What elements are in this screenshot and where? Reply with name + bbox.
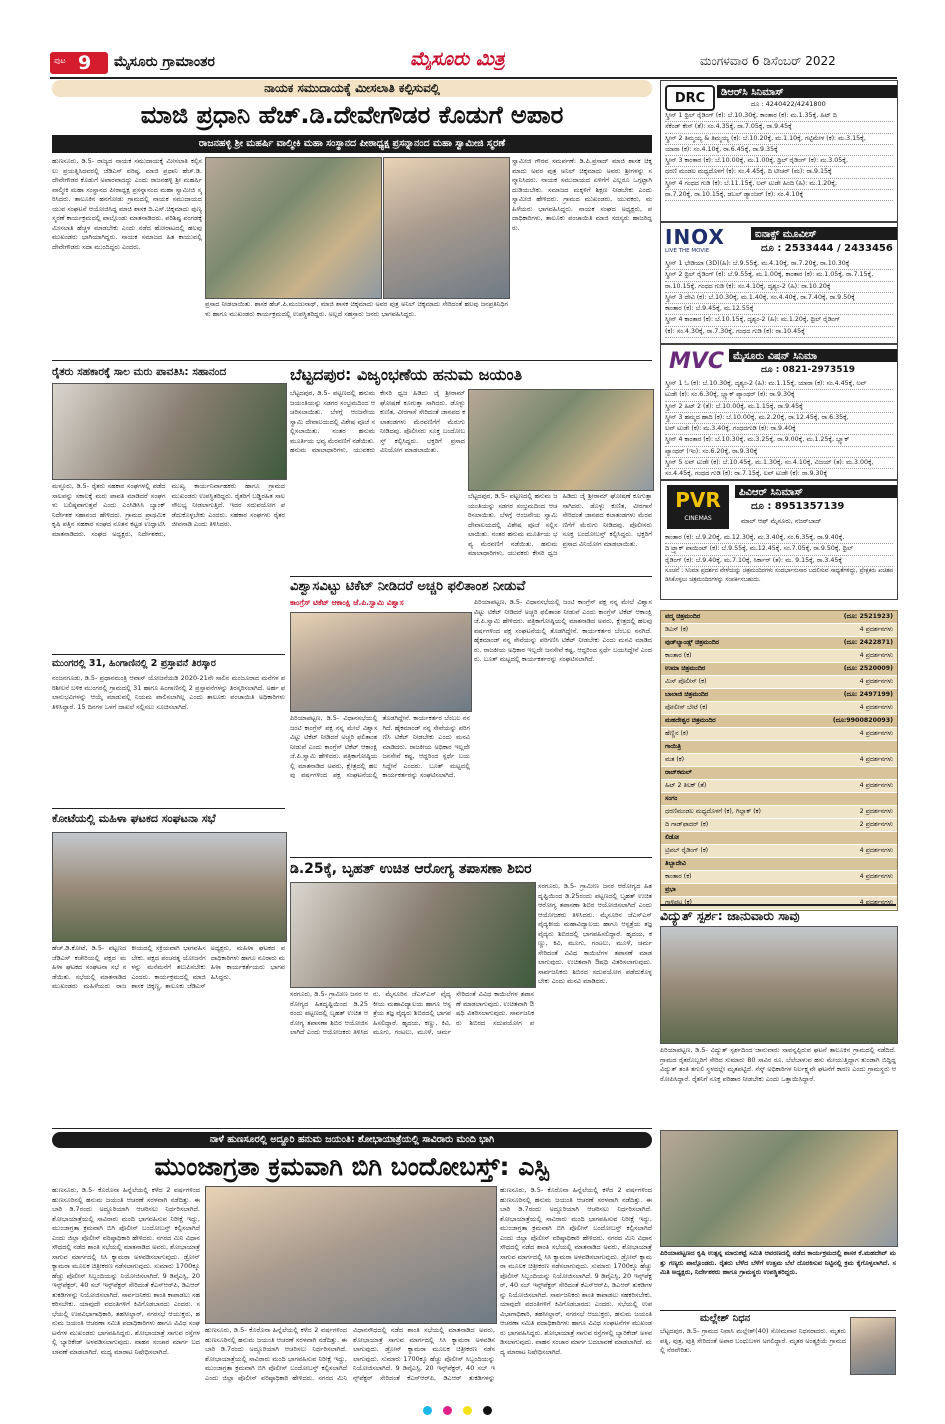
- inox-showtimes: [665, 259, 893, 338]
- showtime-row: ಕಾಂತಾರ (ಕ): ಬೆ.9.45ಕ್ಕೆ, ಮ.12.55ಕ್ಕೆ: [665, 304, 893, 315]
- mahila-headline: ಕೋಟೆಯಲ್ಲಿ ಮಹಿಳಾ ಘಟಕದ ಸಂಘಟನಾ ಸಭೆ: [52, 812, 216, 825]
- movie-title: ಮತ (ಕ): [665, 756, 685, 763]
- inox-logo-text: INOX: [665, 225, 725, 249]
- page-label: ಪುಟ: [54, 56, 66, 65]
- showtime-row: ಲವ್ ಟುಡೇ (ಕ): ಮ.3.40ಕ್ಕೆ, ಗಂಧದಗುಡಿ (ಕ): ರಾ.9.40ಕ್ಕೆ: [665, 424, 893, 435]
- show-count: 4 ಪ್ರದರ್ಶನಗಳು: [859, 782, 893, 789]
- theatre-show-row: [661, 845, 897, 858]
- magenta-dot: [443, 1406, 452, 1415]
- showtime-row: ಸ್ಕ್ರೀನ್ 3 ಹಮ್ಮದ ಹಾದಿ (ಕ): ಬೆ.10.00ಕ್ಕೆ, ಮ.2.20ಕ್ಕೆ, ರಾ.12.45ಕ್ಕೆ, ರಾ.6.35ಕ್ಕೆ,: [665, 413, 893, 424]
- page-header: [0, 0, 945, 88]
- theatre-name: ಬಾಲಾಜಿ ಚಿತ್ರಮಂದಿರ: [665, 691, 709, 698]
- lead-subhead: ರಾಜನಹಳ್ಳಿ ಶ್ರೀ ಮಹರ್ಷಿ ವಾಲ್ಮೀಕಿ ಮಹಾ ಸಂಸ್ಥಾನದ ಪೀಠಾಧ್ಯಕ್ಷ ಪ್ರಸನ್ನಾನಂದ ಮಹಾ ಸ್ವಾಮೀಜಿ ಸ್ಮರಣೆ: [198, 138, 506, 149]
- theatre-name: ತಿಬ್ಬಾದೇವಿ: [665, 860, 686, 867]
- ticket-photo: [290, 612, 472, 712]
- section-divider: [52, 360, 652, 361]
- showtime-row: ಸ್ಕ್ರೀನ್ 5 ಲವ್ ಟುಡೇ (ಕ): ಬೆ.10.45ಕ್ಕೆ, ಮ.1.30ಕ್ಕೆ, ಸಂ.4.10ಕ್ಕೆ, ವಿಜಯ್ (ತ): ಮ.3.00ಕ್ಕೆ,: [665, 458, 893, 469]
- theatre-name-row: [661, 767, 897, 780]
- movie-title: ಡಿಎಸ್ (ಕ): [665, 626, 689, 633]
- registration-marks: [420, 1400, 495, 1419]
- show-count: 4 ಪ್ರದರ್ಶನಗಳು: [859, 626, 893, 633]
- movie-title: ಹಿಟ್ 2 ತಿಲಕ್ (ತೆ): [665, 782, 707, 789]
- showtime-row: ದಿ ಟ್ರ್ಯಾಕ್ ಪಾಯಿಂಟ್ (ಕ): ಬೆ.9.55ಕ್ಕೆ, ಮ.12.45ಕ್ಕೆ, ಸಂ.7.05ಕ್ಕೆ, ರಾ.9.50ಕ್ಕೆ, ಥ್ರಿಲ್: [665, 544, 893, 555]
- movie-title: ಮಿಸ್ ಪೊಲೀಸ್ (ಕ): [665, 678, 707, 685]
- mvc-name: ಮೈಸೂರು ವಿಷನ್ ಸಿನಿಮಾ: [733, 351, 818, 362]
- showtime-row: ರಾ.10.15ಕ್ಕೆ, ಗಂಧದ ಗುಡಿ (ಕ): ಸಂ.4.10ಕ್ಕೆ, ದೃಶ್ಯಂ-2 (ಹಿ): ರಾ.10.20ಕ್ಕೆ: [665, 282, 893, 293]
- theatre-name-row: [661, 637, 897, 650]
- mvc-box: [660, 344, 898, 480]
- health-body: ಸರಗೂರು, ಡಿ.5- ಗ್ರಾಮೀಣ ಜನರ ಆರೋಗ್ಯದ ಹಿತದೃಷ್ಟಿಯಿಂದ ಡಿ.25ರಂದು ಪಟ್ಟಣದಲ್ಲಿ ಬೃಹತ್ ಉಚಿತ ಆರೋಗ್ಯ ತಪಾಸಣಾ ಶಿಬಿರ ಆಯೋಜಿಸಲಾಗಿದೆ ಎಂದು ಆಯೋಜಕರು ತಿಳಿಸಿದರು. ಮೈಸೂರಿನ ಜೆಎಸ್‌ಎಸ್ ವೈದ್ಯಕೀಯ ಮಹಾವಿದ್ಯಾಲಯ ಹಾಗೂ ಆಸ್ಪತ್ರೆಯ ತಜ್ಞ ವೈದ್ಯರು ಶಿಬಿರದಲ್ಲಿ ಭಾಗವಹಿಸಲಿದ್ದಾರೆ. ಹೃದಯ, ಕಣ್ಣು, ಕಿವಿ, ಮೂಗು, ಗಂಟಲು, ಮೂಳೆ, ಚರ್ಮ ಸೇರಿದಂತೆ ವಿವಿಧ ಕಾಯಿಲೆಗಳ ತಪಾಸಣೆ ಮಾಡಲಾಗುವುದು. ಉಚಿತವಾಗಿ ಔಷಧಿ ವಿತರಿಸಲಾಗುವುದು. ಸಾರ್ವಜನಿಕರು ಶಿಬಿರದ ಸದುಪಯೋಗ ಪ: [290, 990, 534, 1036]
- show-count: 4 ಪ್ರದರ್ಶನಗಳು: [859, 730, 893, 737]
- showtime-row: ಸ್ಕ್ರೀನ್ 2 ಹಿಟ್ 2 (ತೆ): ಬೆ.10.00ಕ್ಕೆ, ಮ.1.15ಕ್ಕೆ, ರಾ.9.45ಕ್ಕೆ: [665, 402, 893, 413]
- pvr-logo: [667, 485, 729, 529]
- header-divider: [50, 77, 897, 79]
- mvc-name-bar: [729, 349, 897, 362]
- movie-title: ದಿ ಗಾಡ್‌ಫಾದರ್ (ಕ): [665, 821, 709, 828]
- marketing-photo: [660, 1130, 898, 1247]
- lead-body: ಹುಣಸೂರು, ಡಿ.5- ರಾಜ್ಯದ ನಾಯಕ ಸಮುದಾಯಕ್ಕೆ ಮೀಸಲಾತಿ ಕಲ್ಪಿಸಲು ಪ್ರಯತ್ನಿಸಿದವರಲ್ಲಿ ಜೆಡಿಎಸ್ ವರಿಷ್ಠ, ಮಾಜಿ ಪ್ರಧಾನಿ ಹೆಚ್.ಡಿ.ದೇವೇಗೌಡರ ಕೊಡುಗೆ ಅಪಾರವಾದದ್ದು ಎಂದು ರಾಜನಹಳ್ಳಿ ಶ್ರೀ ಮಹರ್ಷಿ ವಾಲ್ಮೀಕಿ ಮಹಾ ಸಂಸ್ಥಾನದ ಪೀಠಾಧ್ಯಕ್ಷ ಪ್ರಸನ್ನಾನಂದ ಮಹಾ ಸ್ವಾಮೀಜಿ ಸ್ಮರಿಸಿದರು. ತಾಲೂಕಿನ ಹನಗೋಡು ಗ್ರಾಮದಲ್ಲಿ ನಾಯಕ ಸಮುದಾಯದ ಯುವ ಸಂಘಟನೆ ಆಯೋಜಿಸಿದ್ದ ಮಾಜಿ ಶಾಸಕ ದಿ.ಎಸ್.ಚಿಕ್ಕಮಾದು ಪುಣ್ಯಸ್ಮರಣೆ ಕಾರ್ಯಕ್ರಮದಲ್ಲಿ ಪಾಲ್ಗೊಂಡು ಮಾತನಾಡಿದರು. ಪರಿಶಿಷ್ಟ ಪಂಗಡಕ್ಕೆ ಮೀಸಲಾತಿ ಹೆಚ್ಚಳ ಮಾಡಬೇಕು ಎಂದು ನಡೆದ ಹೋರಾಟದಲ್ಲಿ ಹಲವು ಮುಖಂಡರು ಭಾಗಿಯಾಗಿದ್ದರು. ನಾಯಕ ಸಮಾಜದ ಹಿತ ಕಾಯುವಲ್ಲಿ ದೇವೇಗೌಡರು ಸದಾ ಮುಂದಿದ್ದರು ಎಂದರು.: [52, 157, 202, 251]
- theatre-phone: (ದೂ: 2422871): [843, 639, 893, 646]
- showtime-row: ಸ್ಕ್ರೀನ್ 4 ಕಾಂತಾರ (ಕ): ಬೆ.10.15ಕ್ಕೆ, ದೃಶ್ಯಂ-2 (ಹಿ): ಮ.1.20ಕ್ಕೆ, ಥ್ರಿಲ್ ರೈಡಿಂಗ್: [665, 315, 893, 326]
- showtime-row: ಧರಣಿ ಮಂಡಲ ಮಧ್ಯದೊಳಗೆ (ಕ): ಸಂ.4.45ಕ್ಕೆ, ದಿ ಟೀಚರ್ (ಮ): ರಾ.9.15ಕ್ಕೆ: [665, 167, 893, 178]
- show-count: 4 ಪ್ರದರ್ಶನಗಳು: [859, 678, 893, 685]
- bottom-photo: [205, 1186, 497, 1324]
- bottom-kicker: ನಾಳೆ ಹುಣಸೂರಲ್ಲಿ ಅದ್ದೂರಿ ಹನುಮ ಜಯಂತಿ: ಶೋಭಾಯಾತ್ರೆಯಲ್ಲಿ ಸಾವಿರಾರು ಮಂದಿ ಭಾಗಿ: [209, 1134, 495, 1145]
- showtime-row: ಸ್ಕ್ರೀನ್ 3 ದೇವಿ (ಕ): ಬೆ.10.30ಕ್ಕೆ, ಮ.1.40ಕ್ಕೆ, ಸಂ.4.40ಕ್ಕೆ, ರಾ.7.40ಕ್ಕೆ, ರಾ.9.50ಕ್ಕೆ: [665, 293, 893, 304]
- mvc-logo: MVC: [669, 349, 725, 374]
- mahila-divider: [52, 808, 285, 809]
- showtime-row: ಕಾಂತಾರ (ಕ): ಬೆ.9.20ಕ್ಕೆ, ಮ.12.30ಕ್ಕೆ, ಮ.3.40ಕ್ಕೆ, ಸಂ.6.35ಕ್ಕೆ, ರಾ.9.40ಕ್ಕೆ,: [665, 533, 893, 544]
- black-dot: [483, 1406, 492, 1415]
- theatre-name-row: [661, 741, 897, 754]
- pvr-box: [660, 480, 898, 600]
- mungaralli-body: ನಂಜನಗೂಡು, ಡಿ.5- ಪ್ರಧಾನಮಂತ್ರಿ ಆವಾಸ್ ಯೋಜನೆಯಡಿ 2020-21ನೇ ಸಾಲಿನ ಮಂಜೂರಾದ ಮನೆಗಳ ಪರಿಶೀಲನೆ ಬಳಿಕ ಮುಂಗರಲ್ಲಿ ಗ್ರಾಮದಲ್ಲಿ 31 ಹಾಗೂ ಹಿಂಗಾಣಿನಲ್ಲಿ 2 ಪ್ರಸ್ತಾವನೆಗಳನ್ನು ತಿರಸ್ಕರಿಸಲಾಗಿದೆ. ಅರ್ಹ ಫಲಾನುಭವಿಗಳನ್ನು ಆಯ್ಕೆ ಮಾಡುವಲ್ಲಿ ನಿಯಮ ಪಾಲಿಸಲಾಗಿಲ್ಲ ಎಂದು ತಾಲೂಕು ಪಂಚಾಯಿತಿ ಅಧಿಕಾರಿಗಳು ತಿಳಿಸಿದ್ದಾರೆ. 15 ದಿನಗಳ ಒಳಗೆ ದಾಖಲೆ ಸಲ್ಲಿಸಲು ಸೂಚಿಸಲಾಗಿದೆ.: [52, 674, 285, 711]
- obituary-box: [660, 1310, 896, 1387]
- health-body-cont: ಸರಗೂರು, ಡಿ.5- ಗ್ರಾಮೀಣ ಜನರ ಆರೋಗ್ಯದ ಹಿತದೃಷ್ಟಿಯಿಂದ ಡಿ.25ರಂದು ಪಟ್ಟಣದಲ್ಲಿ ಬೃಹತ್ ಉಚಿತ ಆರೋಗ್ಯ ತಪಾಸಣಾ ಶಿಬಿರ ಆಯೋಜಿಸಲಾಗಿದೆ ಎಂದು ಆಯೋಜಕರು ತಿಳಿಸಿದರು. ಮೈಸೂರಿನ ಜೆಎಸ್‌ಎಸ್ ವೈದ್ಯಕೀಯ ಮಹಾವಿದ್ಯಾಲಯ ಹಾಗೂ ಆಸ್ಪತ್ರೆಯ ತಜ್ಞ ವೈದ್ಯರು ಶಿಬಿರದಲ್ಲಿ ಭಾಗವಹಿಸಲಿದ್ದಾರೆ. ಹೃದಯ, ಕಣ್ಣು, ಕಿವಿ, ಮೂಗು, ಗಂಟಲು, ಮೂಳೆ, ಚರ್ಮ ಸೇರಿದಂತೆ ವಿವಿಧ ಕಾಯಿಲೆಗಳ ತಪಾಸಣೆ ಮಾಡಲಾಗುವುದು. ಉಚಿತವಾಗಿ ಔಷಧಿ ವಿತರಿಸಲಾಗುವುದು. ಸಾರ್ವಜನಿಕರು ಶಿಬಿರದ ಸದುಪಯೋಗ ಪಡೆದುಕೊಳ್ಳಬೇಕು ಎಂದು ಮನವಿ ಮಾಡಿದರು.: [538, 882, 652, 985]
- movie-title: ಪೋಲೀಸ್ ಬೇಟೆ (ಕ): [665, 704, 708, 711]
- lead-subhead-bar: [52, 135, 652, 153]
- theatre-phone: (ದೂ: 2521923): [843, 613, 893, 620]
- show-count: 2 ಪ್ರದರ್ಶನಗಳು: [859, 808, 893, 815]
- drc-name: ಡಿಆರ್‌ಸಿ ಸಿನಿಮಾಸ್: [721, 87, 784, 98]
- hanuma-body-cont: ಬೆಟ್ಟದಪುರ, ಡಿ.5- ಪಟ್ಟಣದಲ್ಲಿ ಹನುಮ ಜಯಂತಿಯನ್ನು ಸಡಗರ ಸಂಭ್ರಮದಿಂದ ಆಚರಿಸಲಾಯಿತು. ಬೆಳಗ್ಗೆ ಆಂಜನೇಯ ಸ್ವಾಮಿ ದೇವಾಲಯದಲ್ಲಿ ವಿಶೇಷ ಪೂಜೆ ಸಲ್ಲಿಸಲಾಯಿತು. ನಂತರ ಹನುಮ ಮೂರ್ತಿಯ ಭವ್ಯ ಮೆರವಣಿಗೆ ನಡೆಯಿತು. ಹನುಮ ಮಾಲಾಧಾರಿಗಳು, ಯುವಕರು ಕೇಸರಿ ಧ್ವಜ ಹಿಡಿದು ಜೈ ಶ್ರೀರಾಮ್ ಘೋಷಣೆ ಕೂಗುತ್ತಾ ಸಾಗಿದರು. ಡೊಳ್ಳು ಕುಣಿತ, ವೀರಗಾಸೆ ಸೇರಿದಂತೆ ಜಾನಪದ ಕಲಾತಂಡಗಳು ಮೆರವಣಿಗೆಗೆ ಮೆರುಗು ನೀಡಿದವು. ಪೊಲೀಸರು ಸೂಕ್ತ ಬಂದೋಬಸ್ತ್ ಕಲ್ಪಿಸಿದ್ದರು. ಭಕ್ತರಿಗೆ ಪ್ರಸಾದ ವಿನಿಯೋಗ ಮಾಡಲಾಯಿತು.: [468, 492, 652, 557]
- movie-title: ಹೆಣ್ಣಿನ (ಕ): [665, 730, 689, 737]
- theatre-phone: (ದೂ: 2497199): [843, 691, 893, 698]
- inox-box: [660, 222, 898, 344]
- lead-kicker-bar: [52, 80, 652, 97]
- bottom-kicker-bar: [52, 1132, 652, 1148]
- drc-name-bar: [717, 85, 897, 98]
- health-headline: ಡಿ.25ಕ್ಕೆ, ಬೃಹತ್ ಉಚಿತ ಆರೋಗ್ಯ ತಪಾಸಣಾ ಶಿಬಿರ: [290, 861, 532, 877]
- theatre-name: ಲಿಡೋ: [665, 834, 680, 841]
- lead-photo-2: [383, 157, 510, 299]
- shock-headline: ವಿದ್ಯುತ್ ಸ್ಪರ್ಶ: ಜಾನುವಾರು ಸಾವು: [660, 904, 896, 926]
- show-count: 4 ಪ್ರದರ್ಶನಗಳು: [859, 873, 893, 880]
- lead-headline: ಮಾಜಿ ಪ್ರಧಾನಿ ಹೆಚ್.ಡಿ.ದೇವೇಗೌಡರ ಕೊಡುಗೆ ಅಪಾರ: [140, 101, 564, 129]
- theatre-name: ಗಾಯಿತ್ರಿ: [665, 743, 681, 750]
- showtime-row: ಸ್ಕ್ರೀನ್ 2 ಥ್ರಿಲ್ ರೈಡಿಂಗ್ (ಕ): ಬೆ.9.55ಕ್ಕೆ, ಮ.1.00ಕ್ಕೆ, ಕಾಂತಾರ (ಕ): ಮ.1.05ಕ್ಕೆ, ರಾ.7.15ಕ್ಕೆ,: [665, 270, 893, 281]
- mahila-photo: [52, 832, 287, 942]
- pvr-name-bar: [735, 485, 897, 498]
- showtime-row: ಸ್ಕ್ರೀನ್ 2 ತಿಮ್ಮಯ್ಯ & ತಿಮ್ಮಯ್ಯ (ಕ): ಬೆ.10.20ಕ್ಕೆ, ಮ.1.10ಕ್ಕೆ, ಗಟ್ಟಿಮೇಳ (ಕ): ಮ.3.15ಕ್ಕೆ,: [665, 134, 893, 145]
- mvc-phone: ದೂ : 0821-2973519: [761, 365, 856, 375]
- mungaralli-divider: [52, 654, 285, 655]
- theatre-show-row: [661, 702, 897, 715]
- theatre-show-row: [661, 819, 897, 832]
- theatre-show-row: [661, 676, 897, 689]
- ticket-body-cont: ಪಿರಿಯಾಪಟ್ಟಣ, ಡಿ.5- ವಿಧಾನಸಭೆಯಲ್ಲಿ ಜಂಟಿ ಕಾಂಗ್ರೆಸ್ ಪಕ್ಷ ನನ್ನ ಮೇಲೆ ವಿಶ್ವಾಸವಿಟ್ಟು ಟಿಕೆಟ್ ನೀಡಿದರೆ ಅಚ್ಚರಿ ಫಲಿತಾಂಶ ನೀಡುವೆ ಎಂದು ಕಾಂಗ್ರೆಸ್ ಟಿಕೆಟ್ ಆಕಾಂಕ್ಷಿ ಜೆ.ಪಿ.ಸ್ವಾಮಿ ಹೇಳಿದರು. ಪತ್ರಿಕಾಗೋಷ್ಠಿಯಲ್ಲಿ ಮಾತನಾಡಿದ ಅವರು, ಕ್ಷೇತ್ರದಲ್ಲಿ ಹಲವು ವರ್ಷಗಳಿಂದ ಪಕ್ಷ ಸಂಘಟನೆಯಲ್ಲಿ ತೊಡಗಿದ್ದೇನೆ. ಕಾರ್ಯಕರ್ತರ ಬೆಂಬಲ ನನಗಿದೆ. ಹೈಕಮಾಂಡ್ ನನ್ನ ಸೇವೆಯನ್ನು ಪರಿಗಣಿಸಿ ಟಿಕೆಟ್ ನೀಡಬೇಕು ಎಂದು ಮನವಿ ಮಾಡಿದರು. ರಾಜಕೀಯ ಅಧಿಕಾರ ಇಲ್ಲದೇ ಜನಸೇವೆ ಕಷ್ಟ, ಆದ್ದರಿಂದ ಸ್ಪರ್ಧೆ ಬಯಸಿದ್ದೇನೆ ಎಂದರು. ಬೂತ್ ಮಟ್ಟದಲ್ಲಿ ಕಾರ್ಯಕರ್ತರನ್ನು ಸಂಘಟಿಸಲಾಗಿದೆ.: [474, 598, 652, 663]
- pvr-phone: ದೂ : 8951357139: [751, 501, 845, 512]
- shock-body: ಪಿರಿಯಾಪಟ್ಟಣ, ಡಿ.5- ವಿದ್ಯುತ್ ಸ್ಪರ್ಶದಿಂದ ಜಾನುವಾರು ಸಾವನ್ನಪ್ಪಿರುವ ಘಟನೆ ತಾಲೂಕಿನ ಗ್ರಾಮದಲ್ಲಿ ನಡೆದಿದೆ. ಗ್ರಾಮದ ರೈತರೊಬ್ಬರಿಗೆ ಸೇರಿದ ಸುಮಾರು 80 ಸಾವಿರ ರೂ. ಬೆಲೆಬಾಳುವ ಹಸು ಮೇಯುತ್ತಿದ್ದಾಗ ತುಂಡಾಗಿ ಬಿದ್ದಿದ್ದ ವಿದ್ಯುತ್ ತಂತಿ ತಗುಲಿ ಸ್ಥಳದಲ್ಲೇ ಮೃತಪಟ್ಟಿದೆ. ಸೆಸ್ಕ್ ಅಧಿಕಾರಿಗಳ ನಿರ್ಲಕ್ಷ್ಯವೇ ಘಟನೆಗೆ ಕಾರಣ ಎಂದು ಗ್ರಾಮಸ್ಥರು ಆರೋಪಿಸಿದ್ದಾರೆ. ರೈತನಿಗೆ ಸೂಕ್ತ ಪರಿಹಾರ ನೀಡಬೇಕು ಎಂದು ಒತ್ತಾಯಿಸಿದ್ದಾರೆ.: [660, 1046, 896, 1083]
- obituary-body: ಬೆಟ್ಟದಪುರ, ಡಿ.5- ಗ್ರಾಮದ ನಿವಾಸಿ ಮಲ್ಲೇಶ್(40) ಸೋಮವಾರ ನಿಧನರಾದರು. ಮೃತರು ಪತ್ನಿ, ಪುತ್ರ, ಪುತ್ರಿ ಸೇರಿದಂತೆ ಅಪಾರ ಬಂಧುಬಳಗ ಅಗಲಿದ್ದಾರೆ. ಮೃತರ ಅಂತ್ಯಕ್ರಿಯೆ ಗ್ರಾಮದಲ್ಲಿ ನೆರವೇರಿತು.: [660, 1327, 846, 1354]
- page-number: 9: [78, 52, 92, 74]
- movie-title: ಕಾಂತಾರ (ಕ): [665, 652, 692, 659]
- section-title: ಮೈಸೂರು ಗ್ರಾಮಾಂತರ: [114, 54, 215, 70]
- inox-tagline: LIVE THE MOVIE: [665, 248, 710, 254]
- theatre-show-row: [661, 871, 897, 884]
- showtime-row: ಸಂ.4.45ಕ್ಕೆ, ಗಂಧದ ಗುಡಿ (ಕ): ರಾ.7.15ಕ್ಕೆ, ಲವ್ ಟುಡೇ (ಕ): ರಾ.9.30ಕ್ಕೆ: [665, 469, 893, 480]
- inox-name: ಐನಾಕ್ಸ್ ಮೂವೀಸ್: [755, 229, 817, 240]
- bottom-body: ಹುಣಸೂರು, ಡಿ.5- ಕೊರೊನಾ ಹಿನ್ನೆಲೆಯಲ್ಲಿ ಕಳೆದ 2 ವರ್ಷಗಳಿಂದ ಹುಣಸೂರಿನಲ್ಲಿ ಹನುಮ ಜಯಂತಿ ಆಚರಣೆ ಸರಳವಾಗಿ ನಡೆದಿತ್ತು. ಈ ಬಾರಿ ಡಿ.7ರಂದು ಅದ್ದೂರಿಯಾಗಿ ಆಚರಿಸಲು ನಿರ್ಧರಿಸಲಾಗಿದೆ. ಶೋಭಾಯಾತ್ರೆಯಲ್ಲಿ ಸಾವಿರಾರು ಮಂದಿ ಭಾಗವಹಿಸುವ ನಿರೀಕ್ಷೆ ಇದ್ದು, ಮುಂಜಾಗ್ರತಾ ಕ್ರಮವಾಗಿ ಬಿಗಿ ಪೊಲೀಸ್ ಬಂದೋಬಸ್ತ್ ಕಲ್ಪಿಸಲಾಗಿದೆ ಎಂದು ಜಿಲ್ಲಾ ಪೊಲೀಸ್ ವರಿಷ್ಠಾಧಿಕಾರಿ ಹೇಳಿದರು. ನಗರದ ಮಿನಿ ವಿಧಾನಸೌಧದಲ್ಲಿ ನಡೆದ ಶಾಂತಿ ಸಭೆಯಲ್ಲಿ ಮಾತನಾಡಿದ ಅವರು, ಶೋಭಾಯಾತ್ರೆ ಸಾಗುವ ಮಾರ್ಗದಲ್ಲಿ ಸಿಸಿ ಕ್ಯಾಮರಾ ಅಳವಡಿಸಲಾಗುವುದು. ಡ್ರೋನ್ ಕ್ಯಾಮರಾ ಮೂಲಕ ಚಿತ್ರೀಕರಣ ನಡೆಸಲಾಗುವುದು. ಸುಮಾರು 1700ಕ್ಕೂ ಹೆಚ್ಚು ಪೊಲೀಸ್ ಸಿಬ್ಬಂದಿಯನ್ನು ನಿಯೋಜಿಸಲಾಗಿದೆ. 9 ಡಿವೈಎಸ್ಪಿ, 20 ಇನ್ಸ್‌ಪೆಕ್ಟರ್, 40 ಸಬ್ ಇನ್ಸ್‌ಪೆಕ್ಟರ್ ಸೇರಿದಂತೆ ಕೆಎಸ್‌ಆರ್‌ಪಿ, ಡಿಎಆರ್ ತುಕಡಿಗಳನ್ನು ನಿಯೋಜಿಸಲಾಗಿದೆ. ಸಾರ್ವಜನಿಕರು ಶಾಂತಿ ಕಾಪಾಡಲು ಸಹಕರಿಸಬೇಕು. ಯಾವುದೇ ವದಂತಿಗಳಿಗೆ ಕಿವಿಗೊಡಬಾರದು ಎಂದರು. ಸಭೆಯಲ್ಲಿ ಉಪವಿಭಾಗಾಧಿಕಾರಿ, ತಹಸೀಲ್ದಾರ್, ನಗರಸಭೆ ಆಯುಕ್ತರು, ಹನುಮ ಜಯಂತಿ ಆಚರಣಾ ಸಮಿತಿ ಪದಾಧಿಕಾರಿಗಳು ಹಾಗೂ ವಿವಿಧ ಸಂಘಟನೆಗಳ ಮುಖಂಡರು ಭಾಗವಹಿಸಿದ್ದರು. ಶೋಭಾಯಾತ್ರೆ ಸಾಗುವ ರಸ್ತೆಗಳಲ್ಲಿ ಬ್ಯಾರಿಕೇಡ್ ಅಳವಡಿಸಲಾಗುವುದು. ವಾಹನ ಸಂಚಾರ ಮಾರ್ಗ ಬದಲಾವಣೆ ಮಾಡಲಾಗಿದೆ. ಮದ್ಯ ಮಾರಾಟ ನಿಷೇಧಿಸಲಾಗಿದೆ.: [52, 1186, 200, 1356]
- shock-photo: [660, 926, 898, 1044]
- show-count: 4 ಪ್ರದರ್ಶನಗಳು: [859, 704, 893, 711]
- health-divider: [290, 857, 652, 858]
- obituary-title: ಮಲ್ಲೇಶ್ ನಿಧನ: [700, 1313, 751, 1324]
- movie-title: ಕಾಂತಾರ (ಕ): [665, 873, 692, 880]
- theatre-show-row: [661, 650, 897, 663]
- theatre-show-row: [661, 754, 897, 767]
- loan-photo: [52, 383, 287, 480]
- theatre-name: ಪ್ರಭಾ: [665, 886, 676, 893]
- showtime-row: ಪ್ಯಾಂಥರ್ (ಇಂ): ಸಂ.6.20ಕ್ಕೆ, ರಾ.9.30ಕ್ಕೆ: [665, 447, 893, 458]
- hanuma-headline: ಬೆಟ್ಟದಪುರ: ವಿಜೃಂಭಣೆಯ ಹನುಮ ಜಯಂತಿ: [290, 365, 523, 384]
- movie-title: ಗಾಳಿಪಟ (ಕ): [665, 899, 692, 906]
- pvr-name: ಪಿವಿಆರ್ ಸಿನಿಮಾಸ್: [739, 487, 803, 498]
- lead-right-body: ಸ್ವಾಮೀಜಿ ಗೌರವ ಸಮರ್ಪಣೆ: ಡಿ.ಪಿ.ಪ್ರಸಾದ್ ಮಾಜಿ ಶಾಸಕ ಚಿಕ್ಕಮಾದು ಅವರ ಪುತ್ರ ಅನಿಲ್ ಚಿಕ್ಕಮಾದು ಅವರು ಶ್ರೀಗಳನ್ನು ಸನ್ಮಾನಿಸಿದರು. ನಾಯಕ ಸಮುದಾಯದ ಏಳಿಗೆಗೆ ಎಲ್ಲರೂ ಒಗ್ಗಟ್ಟಾಗಿ ದುಡಿಯಬೇಕು. ಸಮಾಜದ ಮಕ್ಕಳಿಗೆ ಶಿಕ್ಷಣ ನೀಡಬೇಕು ಎಂದು ಸ್ವಾಮೀಜಿ ಹೇಳಿದರು. ಗ್ರಾಮದ ಮುಖಂಡರು, ಯುವಕರು, ಮಹಿಳೆಯರು ಭಾಗವಹಿಸಿದ್ದರು. ನಾಯಕ ಸಂಘದ ಅಧ್ಯಕ್ಷರು, ಪದಾಧಿಕಾರಿಗಳು, ತಾಲೂಕು ಪಂಚಾಯಿತಿ ಮಾಜಿ ಸದಸ್ಯರು ಹಾಜರಿದ್ದರು.: [512, 157, 652, 232]
- lead-photo-1: [205, 157, 382, 299]
- showtime-row: ಸ್ಕ್ರೀನ್ 1 ಭೇಡಿಯಾ (3D)(ಹಿ): ಬೆ.9.55ಕ್ಕೆ, ಮ.4.10ಕ್ಕೆ, ರಾ.7.20ಕ್ಕೆ, ರಾ.10.30ಕ್ಕೆ: [665, 259, 893, 270]
- ticket-headline: ವಿಶ್ವಾಸವಿಟ್ಟು ಟಿಕೆಟ್ ನೀಡಿದರೆ ಅಚ್ಚರಿ ಫಲಿತಾಂಶ ನೀಡುವೆ: [290, 579, 526, 594]
- theatre-phone: (ದೂ:9900820093): [832, 717, 893, 724]
- movie-title: ಟ್ರಿಪಲ್ ರೈಡಿಂಗ್ (ಕ): [665, 847, 709, 854]
- showtime-row: ಸ್ಕ್ರೀನ್ 1 ಥ್ರಿಲ್ ರೈಡಿಂಗ್ (ಕ): ಬೆ.10.30ಕ್ಕೆ, ಕಾಂತಾರ (ಕ): ಮ.1.35ಕ್ಕೆ, ಹಿಟ್ ದಿ: [665, 111, 893, 122]
- show-count: 4 ಪ್ರದರ್ಶನಗಳು: [859, 847, 893, 854]
- drc-phone: ದೂ : 4240422/4241800: [751, 100, 826, 108]
- theatre-phone: (ದೂ: 2520009): [843, 665, 893, 672]
- theatre-show-row: [661, 806, 897, 819]
- masthead-logo: ಮೈಸೂರು ಮಿತ್ರ: [410, 48, 505, 70]
- bottom-body-right: ಹುಣಸೂರು, ಡಿ.5- ಕೊರೊನಾ ಹಿನ್ನೆಲೆಯಲ್ಲಿ ಕಳೆದ 2 ವರ್ಷಗಳಿಂದ ಹುಣಸೂರಿನಲ್ಲಿ ಹನುಮ ಜಯಂತಿ ಆಚರಣೆ ಸರಳವಾಗಿ ನಡೆದಿತ್ತು. ಈ ಬಾರಿ ಡಿ.7ರಂದು ಅದ್ದೂರಿಯಾಗಿ ಆಚರಿಸಲು ನಿರ್ಧರಿಸಲಾಗಿದೆ. ಶೋಭಾಯಾತ್ರೆಯಲ್ಲಿ ಸಾವಿರಾರು ಮಂದಿ ಭಾಗವಹಿಸುವ ನಿರೀಕ್ಷೆ ಇದ್ದು, ಮುಂಜಾಗ್ರತಾ ಕ್ರಮವಾಗಿ ಬಿಗಿ ಪೊಲೀಸ್ ಬಂದೋಬಸ್ತ್ ಕಲ್ಪಿಸಲಾಗಿದೆ ಎಂದು ಜಿಲ್ಲಾ ಪೊಲೀಸ್ ವರಿಷ್ಠಾಧಿಕಾರಿ ಹೇಳಿದರು. ನಗರದ ಮಿನಿ ವಿಧಾನಸೌಧದಲ್ಲಿ ನಡೆದ ಶಾಂತಿ ಸಭೆಯಲ್ಲಿ ಮಾತನಾಡಿದ ಅವರು, ಶೋಭಾಯಾತ್ರೆ ಸಾಗುವ ಮಾರ್ಗದಲ್ಲಿ ಸಿಸಿ ಕ್ಯಾಮರಾ ಅಳವಡಿಸಲಾಗುವುದು. ಡ್ರೋನ್ ಕ್ಯಾಮರಾ ಮೂಲಕ ಚಿತ್ರೀಕರಣ ನಡೆಸಲಾಗುವುದು. ಸುಮಾರು 1700ಕ್ಕೂ ಹೆಚ್ಚು ಪೊಲೀಸ್ ಸಿಬ್ಬಂದಿಯನ್ನು ನಿಯೋಜಿಸಲಾಗಿದೆ. 9 ಡಿವೈಎಸ್ಪಿ, 20 ಇನ್ಸ್‌ಪೆಕ್ಟರ್, 40 ಸಬ್ ಇನ್ಸ್‌ಪೆಕ್ಟರ್ ಸೇರಿದಂತೆ ಕೆಎಸ್‌ಆರ್‌ಪಿ, ಡಿಎಆರ್ ತುಕಡಿಗಳನ್ನು ನಿಯೋಜಿಸಲಾಗಿದೆ. ಸಾರ್ವಜನಿಕರು ಶಾಂತಿ ಕಾಪಾಡಲು ಸಹಕರಿಸಬೇಕು. ಯಾವುದೇ ವದಂತಿಗಳಿಗೆ ಕಿವಿಗೊಡಬಾರದು ಎಂದರು. ಸಭೆಯಲ್ಲಿ ಉಪವಿಭಾಗಾಧಿಕಾರಿ, ತಹಸೀಲ್ದಾರ್, ನಗರಸಭೆ ಆಯುಕ್ತರು, ಹನುಮ ಜಯಂತಿ ಆಚರಣಾ ಸಮಿತಿ ಪದಾಧಿಕಾರಿಗಳು ಹಾಗೂ ವಿವಿಧ ಸಂಘಟನೆಗಳ ಮುಖಂಡರು ಭಾಗವಹಿಸಿದ್ದರು. ಶೋಭಾಯಾತ್ರೆ ಸಾಗುವ ರಸ್ತೆಗಳಲ್ಲಿ ಬ್ಯಾರಿಕೇಡ್ ಅಳವಡಿಸಲಾಗುವುದು. ವಾಹನ ಸಂಚಾರ ಮಾರ್ಗ ಬದಲಾವಣೆ ಮಾಡಲಾಗಿದೆ. ಮದ್ಯ ಮಾರಾಟ ನಿಷೇಧಿಸಲಾಗಿದೆ.: [500, 1186, 652, 1356]
- theatre-name-row: [661, 832, 897, 845]
- inox-phone: ದೂ : 2533444 / 2433456: [761, 243, 893, 254]
- inox-name-bar: [751, 227, 897, 240]
- mahila-body: ಹೆಚ್.ಡಿ.ಕೋಟೆ, ಡಿ.5- ಪಟ್ಟಣದ ಜೆಡಿಎಸ್ ಕಚೇರಿಯಲ್ಲಿ ಪಕ್ಷದ ಮಹಿಳಾ ಘಟಕದ ಸಂಘಟನಾ ಸಭೆ ನಡೆಯಿತು. ಸಭೆಯಲ್ಲಿ ಮಾತನಾಡಿದ ಮುಖಂಡರು ಮಹಿಳೆಯರು ರಾಜಕೀಯದಲ್ಲಿ ಸಕ್ರಿಯವಾಗಿ ಭಾಗವಹಿಸಬೇಕು. ಪಕ್ಷದ ಪಂಚರತ್ನ ಯೋಜನೆಗಳನ್ನು ಮನೆಮನೆಗೆ ತಲುಪಿಸಬೇಕು ಎಂದರು. ಕಾರ್ಯಕ್ರಮದಲ್ಲಿ ಮಾಜಿ ಶಾಸಕ ಚಿಕ್ಕಣ್ಣ, ತಾಲೂಕು ಜೆಡಿಎಸ್ ಅಧ್ಯಕ್ಷರು, ಮಹಿಳಾ ಘಟಕದ ಪದಾಧಿಕಾರಿಗಳು ಹಾಗೂ ನೂರಾರು ಮಹಿಳಾ ಕಾರ್ಯಕರ್ತೆಯರು ಭಾಗವಹಿಸಿದ್ದರು.: [52, 944, 285, 990]
- health-photo: [290, 882, 536, 988]
- theatre-table: [660, 610, 898, 911]
- show-count: 4 ಪ್ರದರ್ಶನಗಳು: [859, 652, 893, 659]
- theatre-name-row: [661, 689, 897, 702]
- cyan-dot: [423, 1406, 432, 1415]
- hanuma-photo: [468, 389, 654, 491]
- showtime-row: ಸ್ಕ್ರೀನ್ 4 ಗಂಧದ ಗುಡಿ (ಕ): ಬೆ.11.15ಕ್ಕೆ, ಲವ್ ಟುಡೇ ಹಿಂದಿ (ಹಿ): ಮ.1.20ಕ್ಕೆ,: [665, 179, 893, 190]
- hanuma-body: ಬೆಟ್ಟದಪುರ, ಡಿ.5- ಪಟ್ಟಣದಲ್ಲಿ ಹನುಮ ಜಯಂತಿಯನ್ನು ಸಡಗರ ಸಂಭ್ರಮದಿಂದ ಆಚರಿಸಲಾಯಿತು. ಬೆಳಗ್ಗೆ ಆಂಜನೇಯ ಸ್ವಾಮಿ ದೇವಾಲಯದಲ್ಲಿ ವಿಶೇಷ ಪೂಜೆ ಸಲ್ಲಿಸಲಾಯಿತು. ನಂತರ ಹನುಮ ಮೂರ್ತಿಯ ಭವ್ಯ ಮೆರವಣಿಗೆ ನಡೆಯಿತು. ಹನುಮ ಮಾಲಾಧಾರಿಗಳು, ಯುವಕರು ಕೇಸರಿ ಧ್ವಜ ಹಿಡಿದು ಜೈ ಶ್ರೀರಾಮ್ ಘೋಷಣೆ ಕೂಗುತ್ತಾ ಸಾಗಿದರು. ಡೊಳ್ಳು ಕುಣಿತ, ವೀರಗಾಸೆ ಸೇರಿದಂತೆ ಜಾನಪದ ಕಲಾತಂಡಗಳು ಮೆರವಣಿಗೆಗೆ ಮೆರುಗು ನೀಡಿದವು. ಪೊಲೀಸರು ಸೂಕ್ತ ಬಂದೋಬಸ್ತ್ ಕಲ್ಪಿಸಿದ್ದರು. ಭಕ್ತರಿಗೆ ಪ್ರಸಾದ ವಿನಿಯೋಗ ಮಾಡಲಾಯಿತು.: [290, 389, 465, 454]
- ticket-subhead: ಕಾಂಗ್ರೆಸ್ ಟಿಕೆಟ್ ಆಕಾಂಕ್ಷಿ ಜೆ.ಪಿ.ಸ್ವಾಮಿ ವಿಶ್ವಾಸ: [290, 598, 404, 607]
- theatre-name-row: [661, 884, 897, 897]
- pvr-tagline: CINEMAS: [684, 515, 712, 522]
- showtime-row: ರಾ.7.20ಕ್ಕೆ, ರಾ.10.15ಕ್ಕೆ, ಡಬಲ್ ಡ್ಯಾಂಜರ್ (ಕ): ಸಂ.4.10ಕ್ಕೆ: [665, 190, 893, 201]
- theatre-name: ರಾಜ್‌ಕಮಲ್: [665, 769, 692, 776]
- showtime-row: ಸ್ಕ್ರೀನ್ 4 ಕಾಂತಾರ (ಕ): ಬೆ.10.30ಕ್ಕೆ, ಮ.3.25ಕ್ಕೆ, ರಾ.9.00ಕ್ಕೆ, ಮ.1.25ಕ್ಕೆ, ಬ್ಲ್ಯಾಕ್: [665, 435, 893, 446]
- mvc-showtimes: [665, 379, 893, 481]
- ticket-body: ಪಿರಿಯಾಪಟ್ಟಣ, ಡಿ.5- ವಿಧಾನಸಭೆಯಲ್ಲಿ ಜಂಟಿ ಕಾಂಗ್ರೆಸ್ ಪಕ್ಷ ನನ್ನ ಮೇಲೆ ವಿಶ್ವಾಸವಿಟ್ಟು ಟಿಕೆಟ್ ನೀಡಿದರೆ ಅಚ್ಚರಿ ಫಲಿತಾಂಶ ನೀಡುವೆ ಎಂದು ಕಾಂಗ್ರೆಸ್ ಟಿಕೆಟ್ ಆಕಾಂಕ್ಷಿ ಜೆ.ಪಿ.ಸ್ವಾಮಿ ಹೇಳಿದರು. ಪತ್ರಿಕಾಗೋಷ್ಠಿಯಲ್ಲಿ ಮಾತನಾಡಿದ ಅವರು, ಕ್ಷೇತ್ರದಲ್ಲಿ ಹಲವು ವರ್ಷಗಳಿಂದ ಪಕ್ಷ ಸಂಘಟನೆಯಲ್ಲಿ ತೊಡಗಿದ್ದೇನೆ. ಕಾರ್ಯಕರ್ತರ ಬೆಂಬಲ ನನಗಿದೆ. ಹೈಕಮಾಂಡ್ ನನ್ನ ಸೇವೆಯನ್ನು ಪರಿಗಣಿಸಿ ಟಿಕೆಟ್ ನೀಡಬೇಕು ಎಂದು ಮನವಿ ಮಾಡಿದರು. ರಾಜಕೀಯ ಅಧಿಕಾರ ಇಲ್ಲದೇ ಜನಸೇವೆ ಕಷ್ಟ, ಆದ್ದರಿಂದ ಸ್ಪರ್ಧೆ ಬಯಸಿದ್ದೇನೆ ಎಂದರು. ಬೂತ್ ಮಟ್ಟದಲ್ಲಿ ಕಾರ್ಯಕರ್ತರನ್ನು ಸಂಘಟಿಸಲಾಗಿದೆ.: [290, 714, 470, 779]
- loan-body: ಮಳ್ಳೂರು, ಡಿ.5- ರೈತರು ಸಹಕಾರ ಸಂಘಗಳಲ್ಲಿ ಪಡೆದ ಸಾಲವನ್ನು ಸಕಾಲಕ್ಕೆ ಮರು ಪಾವತಿ ಮಾಡಿದರೆ ಸಂಘಗಳು ಬಲಿಷ್ಠವಾಗುತ್ತವೆ ಎಂದು ಎಂಸಿಡಿಸಿಸಿ ಬ್ಯಾಂಕ್ ನಿರ್ದೇಶಕ ಸಹಾನಂದ ಹೇಳಿದರು. ಗ್ರಾಮದ ಪ್ರಾಥಮಿಕ ಕೃಷಿ ಪತ್ತಿನ ಸಹಕಾರ ಸಂಘದ ನೂತನ ಕಟ್ಟಡ ಉದ್ಘಾಟಿಸಿ ಮಾತನಾಡಿದರು. ಸಂಘದ ಅಧ್ಯಕ್ಷರು, ನಿರ್ದೇಶಕರು, ಮುಖ್ಯ ಕಾರ್ಯನಿರ್ವಾಹಕರು ಹಾಗೂ ಗ್ರಾಮದ ಮುಖಂಡರು ಉಪಸ್ಥಿತರಿದ್ದರು. ರೈತರಿಗೆ ಬಡ್ಡಿರಹಿತ ಸಾಲ ಸೌಲಭ್ಯ ನೀಡಲಾಗುತ್ತಿದೆ. ಇದರ ಸದುಪಯೋಗ ಪಡೆದುಕೊಳ್ಳಬೇಕು ಎಂದರು. ಸಹಕಾರ ಸಂಘಗಳು ರೈತರ ಜೀವನಾಡಿ ಎಂದು ತಿಳಿಸಿದರು.: [52, 482, 285, 538]
- movie-title: ಧರಣಿಮಂಡಲ ಮಧ್ಯದೊಳಗೆ (ಕ), ಗಿಲ್ಲಾಕ್ (ಕ): [665, 808, 761, 815]
- drc-showtimes: [665, 111, 893, 201]
- theatre-show-row: [661, 624, 897, 637]
- show-count: 4 ಪ್ರದರ್ಶನಗಳು: [859, 899, 893, 906]
- bottom-divider: [52, 1128, 652, 1129]
- theatre-name-row: [661, 858, 897, 871]
- show-count: 4 ಪ್ರದರ್ಶನಗಳು: [859, 756, 893, 763]
- theatre-name-row: [661, 611, 897, 624]
- pvr-address: ಮಾಲ್ ಆಫ್ ಮೈಸೂರು, ನಜರ್‌ಬಾದ್: [741, 517, 822, 525]
- theatre-name-row: [661, 663, 897, 676]
- theatre-show-row: [661, 728, 897, 741]
- theatre-name-row: [661, 715, 897, 728]
- marketing-caption: ಪಿರಿಯಾಪಟ್ಟಣದ ಕೃಷಿ ಉತ್ಪನ್ನ ಮಾರುಕಟ್ಟೆ ಸಮಿತಿ ಆವರಣದಲ್ಲಿ ನಡೆದ ಕಾರ್ಯಕ್ರಮದಲ್ಲಿ ಶಾಸಕ ಕೆ.ಮಹದೇವ್ ಮತ್ತು ಗಣ್ಯರು ಪಾಲ್ಗೊಂಡರು. ರೈತರು ಬೆಳೆದ ಬೆಳೆಗೆ ಉತ್ತಮ ಬೆಲೆ ದೊರಕಿಸುವ ನಿಟ್ಟಿನಲ್ಲಿ ಕ್ರಮ ಕೈಗೊಳ್ಳಲಾಗಿದೆ. ಸಮಿತಿ ಅಧ್ಯಕ್ಷರು, ನಿರ್ದೇಶಕರು ಹಾಗೂ ಗ್ರಾಮಸ್ಥರು ಉಪಸ್ಥಿತರಿದ್ದರು.: [660, 1249, 896, 1276]
- yellow-dot: [463, 1406, 472, 1415]
- showtime-row: ಯಾರಾ (ಕ): ಸಂ.4.10ಕ್ಕೆ, ರಾ.6.45ಕ್ಕೆ, ರಾ.9.35ಕ್ಕೆ: [665, 145, 893, 156]
- mungaralli-headline: ಮುಂಗರಲ್ಲಿ 31, ಹಿಂಗಾಣಿನಲ್ಲಿ 2 ಪ್ರಸ್ತಾವನೆ ತಿರಸ್ಕಾರ: [52, 658, 216, 669]
- theatre-name: ವುಡ್‌ಲ್ಯಾಂಡ್ಸ್ ಚಿತ್ರಮಂದಿರ: [665, 639, 720, 646]
- showtime-row: ಟುಡೇ (ಕ): ಸಂ.6.30ಕ್ಕೆ, ಬ್ಲ್ಯಾಕ್ ಪ್ಯಾಂಥರ್ (ಕ): ರಾ.9.30ಕ್ಕೆ: [665, 390, 893, 401]
- showtime-row: ರೈಡಿಂಗ್ (ಕ): ಬೆ.9.40ಕ್ಕೆ, ಮ.7.10ಕ್ಕೆ, ಸಿರ್ಕಾರ್ (ತ): ಮ. 9.15ಕ್ಕೆ, ರಾ.3.45ಕ್ಕೆ: [665, 556, 893, 567]
- theatre-name: ಪದ್ಮ ಚಿತ್ರಮಂದಿರ: [665, 613, 701, 620]
- theatre-name-row: [661, 793, 897, 806]
- obituary-photo: [850, 1317, 896, 1375]
- page-number-badge: [50, 52, 108, 74]
- drc-logo: [665, 85, 715, 111]
- bottom-headline: ಮುಂಜಾಗ್ರತಾ ಕ್ರಮವಾಗಿ ಬಿಗಿ ಬಂದೋಬಸ್ತ್: ಎಸ್ಪಿ: [154, 1152, 550, 1181]
- showtime-row: ಸ್ಕ್ರೀನ್ 1 ಓ (ಕ): ಬೆ.10.30ಕ್ಕೆ, ದೃಶ್ಯಂ-2 (ಹಿ): ಮ.1.15ಕ್ಕೆ, ಯಾರಾ (ಕ): ಸಂ.4.45ಕ್ಕೆ, ಲವ್: [665, 379, 893, 390]
- theatre-name: ಮಹದೇಶ್ವರ ಚಿತ್ರಮಂದಿರ: [665, 717, 716, 724]
- issue-date: ಮಂಗಳವಾರ 6 ಡಿಸೆಂಬರ್ 2022: [700, 54, 836, 68]
- loan-headline: ರೈತರು ಸಹಕಾರಕ್ಕೆ ಸಾಲ ಮರು ಪಾವತಿಸಿ: ಸಹಾನಂದ: [52, 366, 227, 378]
- cinema-note: ಸೂಚನೆ : ಸಿನಿಮಾ ಪ್ರದರ್ಶನ ವೇಳೆಯನ್ನು ಚಿತ್ರಮಂದಿರಗಳು ಸಂದರ್ಭಾನುಸಾರ ಬದಲಿಸುವ ಸಾಧ್ಯತೆಗಳಿದ್ದು, ಪ್ರೇಕ್ಷಕರು ಖಚಿತಪಡಿಸಿಕೊಳ್ಳಲು ಚಿತ್ರಮಂದಿರಗಳನ್ನು ಸಂಪರ್ಕಿಸಬಹುದು.: [665, 568, 893, 583]
- pvr-logo-text: PVR: [675, 488, 721, 512]
- show-count: 2 ಪ್ರದರ್ಶನಗಳು: [859, 821, 893, 828]
- theatre-name: ಸಂಗಂ: [665, 795, 678, 802]
- drc-logo-text: DRC: [674, 91, 706, 106]
- theatre-name: ಉಮಾ ಚಿತ್ರಮಂದಿರ: [665, 665, 706, 672]
- pvr-showtimes: [665, 533, 893, 567]
- theatre-show-row: [661, 780, 897, 793]
- showtime-row: (ಕ): ಸಂ.4.30ಕ್ಕೆ, ರಾ.7.30ಕ್ಕೆ, ಗಂಧದ ಗುಡಿ (ಕ): ರಾ.10.45ಕ್ಕೆ: [665, 327, 893, 338]
- lead-kicker: ನಾಯಕ ಸಮುದಾಯಕ್ಕೆ ಮೀಸಲಾತಿ ಕಲ್ಪಿಸುವಲ್ಲಿ: [264, 81, 440, 95]
- lead-photo-caption: ಪ್ರಸಾದ ನೀಡಲಾಯಿತು. ಶಾಸಕ ಹೆಚ್.ಪಿ.ಮಂಜುನಾಥ್, ಮಾಜಿ ಶಾಸಕ ಚಿಕ್ಕಮಾದು ಅವರ ಪುತ್ರ ಅನಿಲ್ ಚಿಕ್ಕಮಾದು ಸೇರಿದಂತೆ ಹಲವು ಜನಪ್ರತಿನಿಧಿಗಳು ಹಾಗೂ ಮುಖಂಡರು ಕಾರ್ಯಕ್ರಮದಲ್ಲಿ ಉಪಸ್ಥಿತರಿದ್ದರು. ಅಲ್ಲದೆ ಸಹಸ್ರಾರು ಜನರು ಭಾಗವಹಿಸಿದ್ದರು.: [205, 300, 508, 318]
- ticket-divider: [290, 576, 652, 577]
- drc-box: [660, 80, 898, 222]
- showtime-row: ಸ್ಕ್ರೀನ್ 3 ಕಾಂತಾರ (ಕ): ಬೆ.10.00ಕ್ಕೆ, ಮ.1.00ಕ್ಕೆ, ಥ್ರಿಲ್ ರೈಡಿಂಗ್ (ಕ): ಮ.3.05ಕ್ಕೆ,: [665, 156, 893, 167]
- showtime-row: ಸೆಕೆಂಡ್ ಕೇಸ್ (ತೆ): ಸಂ.4.35ಕ್ಕೆ, ರಾ.7.05ಕ್ಕೆ, ರಾ.9.45ಕ್ಕೆ: [665, 122, 893, 133]
- inox-logo: [665, 226, 747, 256]
- bottom-body-cont: ಹುಣಸೂರು, ಡಿ.5- ಕೊರೊನಾ ಹಿನ್ನೆಲೆಯಲ್ಲಿ ಕಳೆದ 2 ವರ್ಷಗಳಿಂದ ಹುಣಸೂರಿನಲ್ಲಿ ಹನುಮ ಜಯಂತಿ ಆಚರಣೆ ಸರಳವಾಗಿ ನಡೆದಿತ್ತು. ಈ ಬಾರಿ ಡಿ.7ರಂದು ಅದ್ದೂರಿಯಾಗಿ ಆಚರಿಸಲು ನಿರ್ಧರಿಸಲಾಗಿದೆ. ಶೋಭಾಯಾತ್ರೆಯಲ್ಲಿ ಸಾವಿರಾರು ಮಂದಿ ಭಾಗವಹಿಸುವ ನಿರೀಕ್ಷೆ ಇದ್ದು, ಮುಂಜಾಗ್ರತಾ ಕ್ರಮವಾಗಿ ಬಿಗಿ ಪೊಲೀಸ್ ಬಂದೋಬಸ್ತ್ ಕಲ್ಪಿಸಲಾಗಿದೆ ಎಂದು ಜಿಲ್ಲಾ ಪೊಲೀಸ್ ವರಿಷ್ಠಾಧಿಕಾರಿ ಹೇಳಿದರು. ನಗರದ ಮಿನಿ ವಿಧಾನಸೌಧದಲ್ಲಿ ನಡೆದ ಶಾಂತಿ ಸಭೆಯಲ್ಲಿ ಮಾತನಾಡಿದ ಅವರು, ಶೋಭಾಯಾತ್ರೆ ಸಾಗುವ ಮಾರ್ಗದಲ್ಲಿ ಸಿಸಿ ಕ್ಯಾಮರಾ ಅಳವಡಿಸಲಾಗುವುದು. ಡ್ರೋನ್ ಕ್ಯಾಮರಾ ಮೂಲಕ ಚಿತ್ರೀಕರಣ ನಡೆಸಲಾಗುವುದು. ಸುಮಾರು 1700ಕ್ಕೂ ಹೆಚ್ಚು ಪೊಲೀಸ್ ಸಿಬ್ಬಂದಿಯನ್ನು ನಿಯೋಜಿಸಲಾಗಿದೆ. 9 ಡಿವೈಎಸ್ಪಿ, 20 ಇನ್ಸ್‌ಪೆಕ್ಟರ್, 40 ಸಬ್ ಇನ್ಸ್‌ಪೆಕ್ಟರ್ ಸೇರಿದಂತೆ ಕೆಎಸ್‌ಆರ್‌ಪಿ, ಡಿಎಆರ್ ತುಕಡಿಗಳನ್ನು: [205, 1326, 495, 1382]
